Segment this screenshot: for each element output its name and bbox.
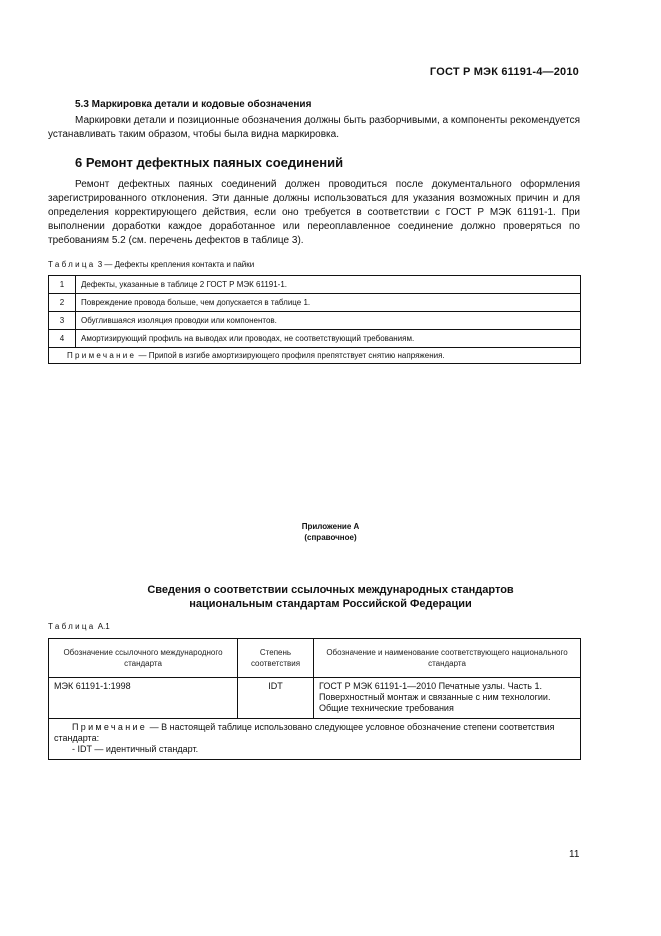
appendix-title xyxy=(0,583,661,611)
table-a1-caption xyxy=(48,622,110,631)
table-a1-caption-word: Таблица xyxy=(48,622,96,631)
table-row xyxy=(49,678,581,719)
table-3-note-word: Примечание xyxy=(67,351,137,360)
table-3-cell-num: 4 xyxy=(49,330,76,348)
appendix-type: (справочное) xyxy=(304,533,357,542)
table-a1-note-row xyxy=(49,719,581,760)
table-a1 xyxy=(48,638,581,760)
table-3-cell-text: Амортизирующий профиль на выводах или проводах, не соответствующий требованиям. xyxy=(76,330,581,348)
appendix-title-line-2: национальным стандартам Российской Федерации xyxy=(189,598,472,610)
appendix-title-line-1: Сведения о соответствии ссылочных международных стандартов xyxy=(147,584,514,596)
document-header: ГОСТ Р МЭК 61191-4—2010 xyxy=(429,66,579,78)
section-5-3-heading: 5.3 Маркировка детали и кодовые обозначения xyxy=(75,99,312,110)
table-a1-caption-rest: А.1 xyxy=(95,622,110,631)
table-row xyxy=(49,312,581,330)
table-3 xyxy=(48,275,581,364)
table-a1-note-item: - IDT — идентичный стандарт. xyxy=(72,744,199,754)
table-3-note-rest: — Припой в изгибе амортизирующего профиля препятствует снятию напряжения. xyxy=(136,351,445,360)
table-a1-header-degree: Степень соответствия xyxy=(238,639,314,678)
appendix-label: Приложение А xyxy=(301,522,360,531)
table-3-cell-text: Обуглившаяся изоляция проводки или компонентов. xyxy=(76,312,581,330)
table-3-note-row xyxy=(49,348,581,364)
table-3-caption-rest: 3 — Дефекты крепления контакта и пайки xyxy=(95,260,255,269)
page-number: 11 xyxy=(569,849,580,860)
table-3-caption-word: Таблица xyxy=(48,260,96,269)
table-3-cell-text: Повреждение провода больше, чем допускается в таблице 1. xyxy=(76,294,581,312)
table-a1-note-word: Примечание xyxy=(72,722,148,732)
table-row xyxy=(49,330,581,348)
section-5-3-text: Маркировки детали и позиционные обозначения должны быть разборчивыми, а компоненты рекомендуется устанавливать таким образом, чтобы была видна маркировка. xyxy=(48,115,580,140)
table-a1-cell-national: ГОСТ Р МЭК 61191-1—2010 Печатные узлы. Часть 1. Поверхностный монтаж и связанные с ним технологии. Общие технические требования xyxy=(314,678,581,719)
table-a1-cell-intl: МЭК 61191-1:1998 xyxy=(49,678,238,719)
table-row xyxy=(49,294,581,312)
table-a1-note xyxy=(49,719,581,760)
section-6-heading: 6 Ремонт дефектных паяных соединений xyxy=(75,155,344,170)
table-a1-header-intl: Обозначение ссылочного международного стандарта xyxy=(49,639,238,678)
table-3-cell-text: Дефекты, указанные в таблице 2 ГОСТ Р МЭК 61191-1. xyxy=(76,276,581,294)
table-a1-header-national: Обозначение и наименование соответствующего национального стандарта xyxy=(314,639,581,678)
table-3-note xyxy=(49,348,581,364)
section-6-text: Ремонт дефектных паяных соединений должен проводиться после документального оформления зарегистрированного отклонения. Эти данные должны использоваться для указания возможных причин и для определения корректирующего действия, если оно требуется в соответствии с ГОСТ Р МЭК 61191-1. При выполнении доработки каждое доработанное или переоплавленное соединение должно проверяться по требованиям 5.2 (см. перечень дефектов в таблице 3). xyxy=(48,179,580,246)
table-a1-header-row xyxy=(49,639,581,678)
table-a1-note-rest: — В настоящей таблице использовано следующее условное обозначение степени соответствия стандарта: xyxy=(54,722,555,743)
table-3-cell-num: 3 xyxy=(49,312,76,330)
table-3-cell-num: 1 xyxy=(49,276,76,294)
table-a1-cell-degree: IDT xyxy=(238,678,314,719)
table-a1-note-text xyxy=(54,722,575,744)
appendix-label-block xyxy=(0,521,661,543)
table-3-caption xyxy=(48,260,254,269)
table-row xyxy=(49,276,581,294)
table-3-cell-num: 2 xyxy=(49,294,76,312)
